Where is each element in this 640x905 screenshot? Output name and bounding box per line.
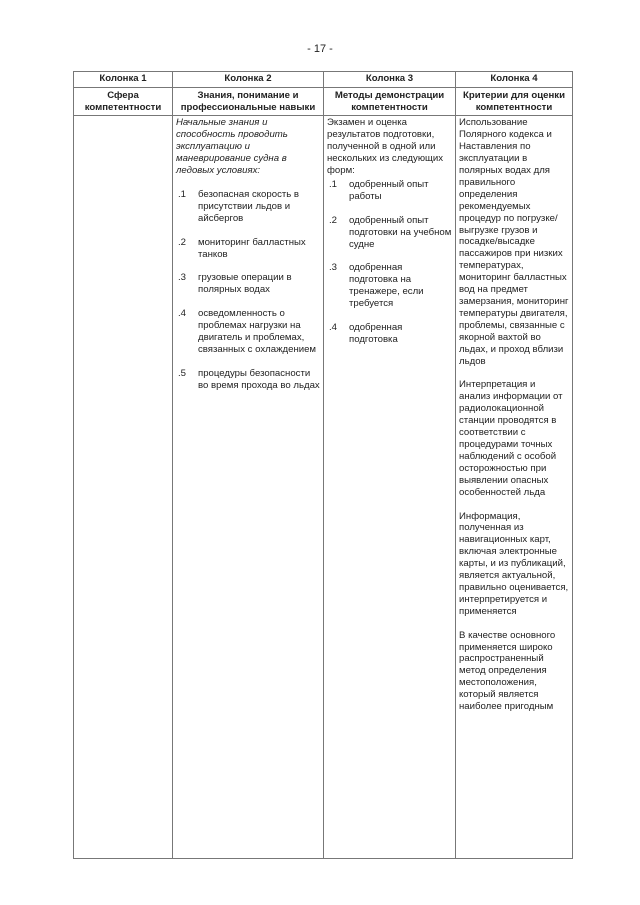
item-text: одобренная подготовка на тренажере, если требуется [349, 262, 424, 310]
methods-intro: Экзамен и оценка результатов подготовки, полученной в одной или нескольких из следующих форм: [327, 117, 444, 177]
column-3-number: Колонка 3 [324, 72, 456, 88]
list-item [176, 308, 320, 356]
item-text: осведомленность о проблемах нагрузки на двигатель и проблемах, связанных с охлаждением [198, 308, 317, 355]
header-knowledge: Знания, понимание и профессиональные навыки [173, 88, 324, 116]
column-number-row [74, 72, 573, 88]
page-number: - 17 - [307, 43, 333, 55]
item-text: одобренная подготовка [349, 322, 403, 345]
list-item [327, 322, 452, 346]
list-item [176, 368, 320, 392]
column-header-row [74, 88, 573, 116]
table-row [74, 116, 573, 859]
item-text: безопасная скорость в присутствии льдов и айсбергов [198, 188, 300, 224]
item-text: одобренный опыт подготовки на учебном судне [349, 214, 452, 250]
item-text: грузовые операции в полярных водах [198, 272, 292, 296]
item-number: .2 [178, 236, 187, 248]
item-number: .3 [178, 272, 187, 284]
list-item [327, 262, 452, 310]
list-item [176, 272, 320, 296]
list-item [327, 215, 452, 251]
item-number: .5 [178, 367, 187, 379]
methods-cell [324, 116, 456, 859]
item-text: мониторинг балластных танков [198, 236, 306, 260]
item-number: .2 [329, 214, 338, 226]
item-number: .3 [329, 262, 338, 274]
knowledge-intro: Начальные знания и способность проводить эксплуатацию и маневрирование судна в ледовых условиях: [176, 117, 288, 177]
item-number: .4 [178, 308, 187, 320]
criteria-paragraph: Интерпретация и анализ информации от радиолокационной станции проводятся в соответствии с процедурами точных наблюдений с особой осторожностью при выявлении опасных особенностей льда [459, 379, 563, 498]
header-criteria: Критерии для оценки компетентности [456, 88, 573, 116]
column-1-number: Колонка 1 [74, 72, 173, 88]
criteria-paragraph: Использование Полярного кодекса и Наставления по эксплуатации в полярных водах для правильного определения рекомендуемых процедур по погрузке/выгрузке грузов и посадке/высадке пассажиров при низких температурах, мониторинг балластных вод на предмет замерзания, мониторинг температуры двигателя, проблемы, связанные с якорной вахтой во льдах, и проход вблизи льдов [459, 117, 569, 367]
header-competence-area: Сфера компетентности [74, 88, 173, 116]
criteria-cell [456, 116, 573, 859]
item-number: .1 [178, 188, 187, 200]
item-number: .1 [329, 178, 338, 190]
list-item [176, 237, 320, 261]
column-2-number: Колонка 2 [173, 72, 324, 88]
criteria-paragraph: Информация, полученная из навигационных карт, включая электронные карты, и из публикаций, является актуальной, правильно оценивается, интерпретируется и применяется [459, 510, 569, 617]
knowledge-cell [173, 116, 324, 859]
item-text: одобренный опыт работы [349, 178, 429, 202]
header-methods: Методы демонстрации компетентности [324, 88, 456, 116]
item-text: процедуры безопасности во время прохода во льдах [198, 367, 320, 391]
list-item [327, 179, 452, 203]
item-number: .4 [329, 322, 338, 334]
list-item [176, 189, 320, 225]
criteria-paragraph: В качестве основного применяется широко распространенный метод определения местоположения, который является наиболее пригодным [459, 629, 556, 713]
column-4-number: Колонка 4 [456, 72, 573, 88]
competence-table [73, 71, 573, 859]
competence-area-cell [74, 116, 173, 859]
